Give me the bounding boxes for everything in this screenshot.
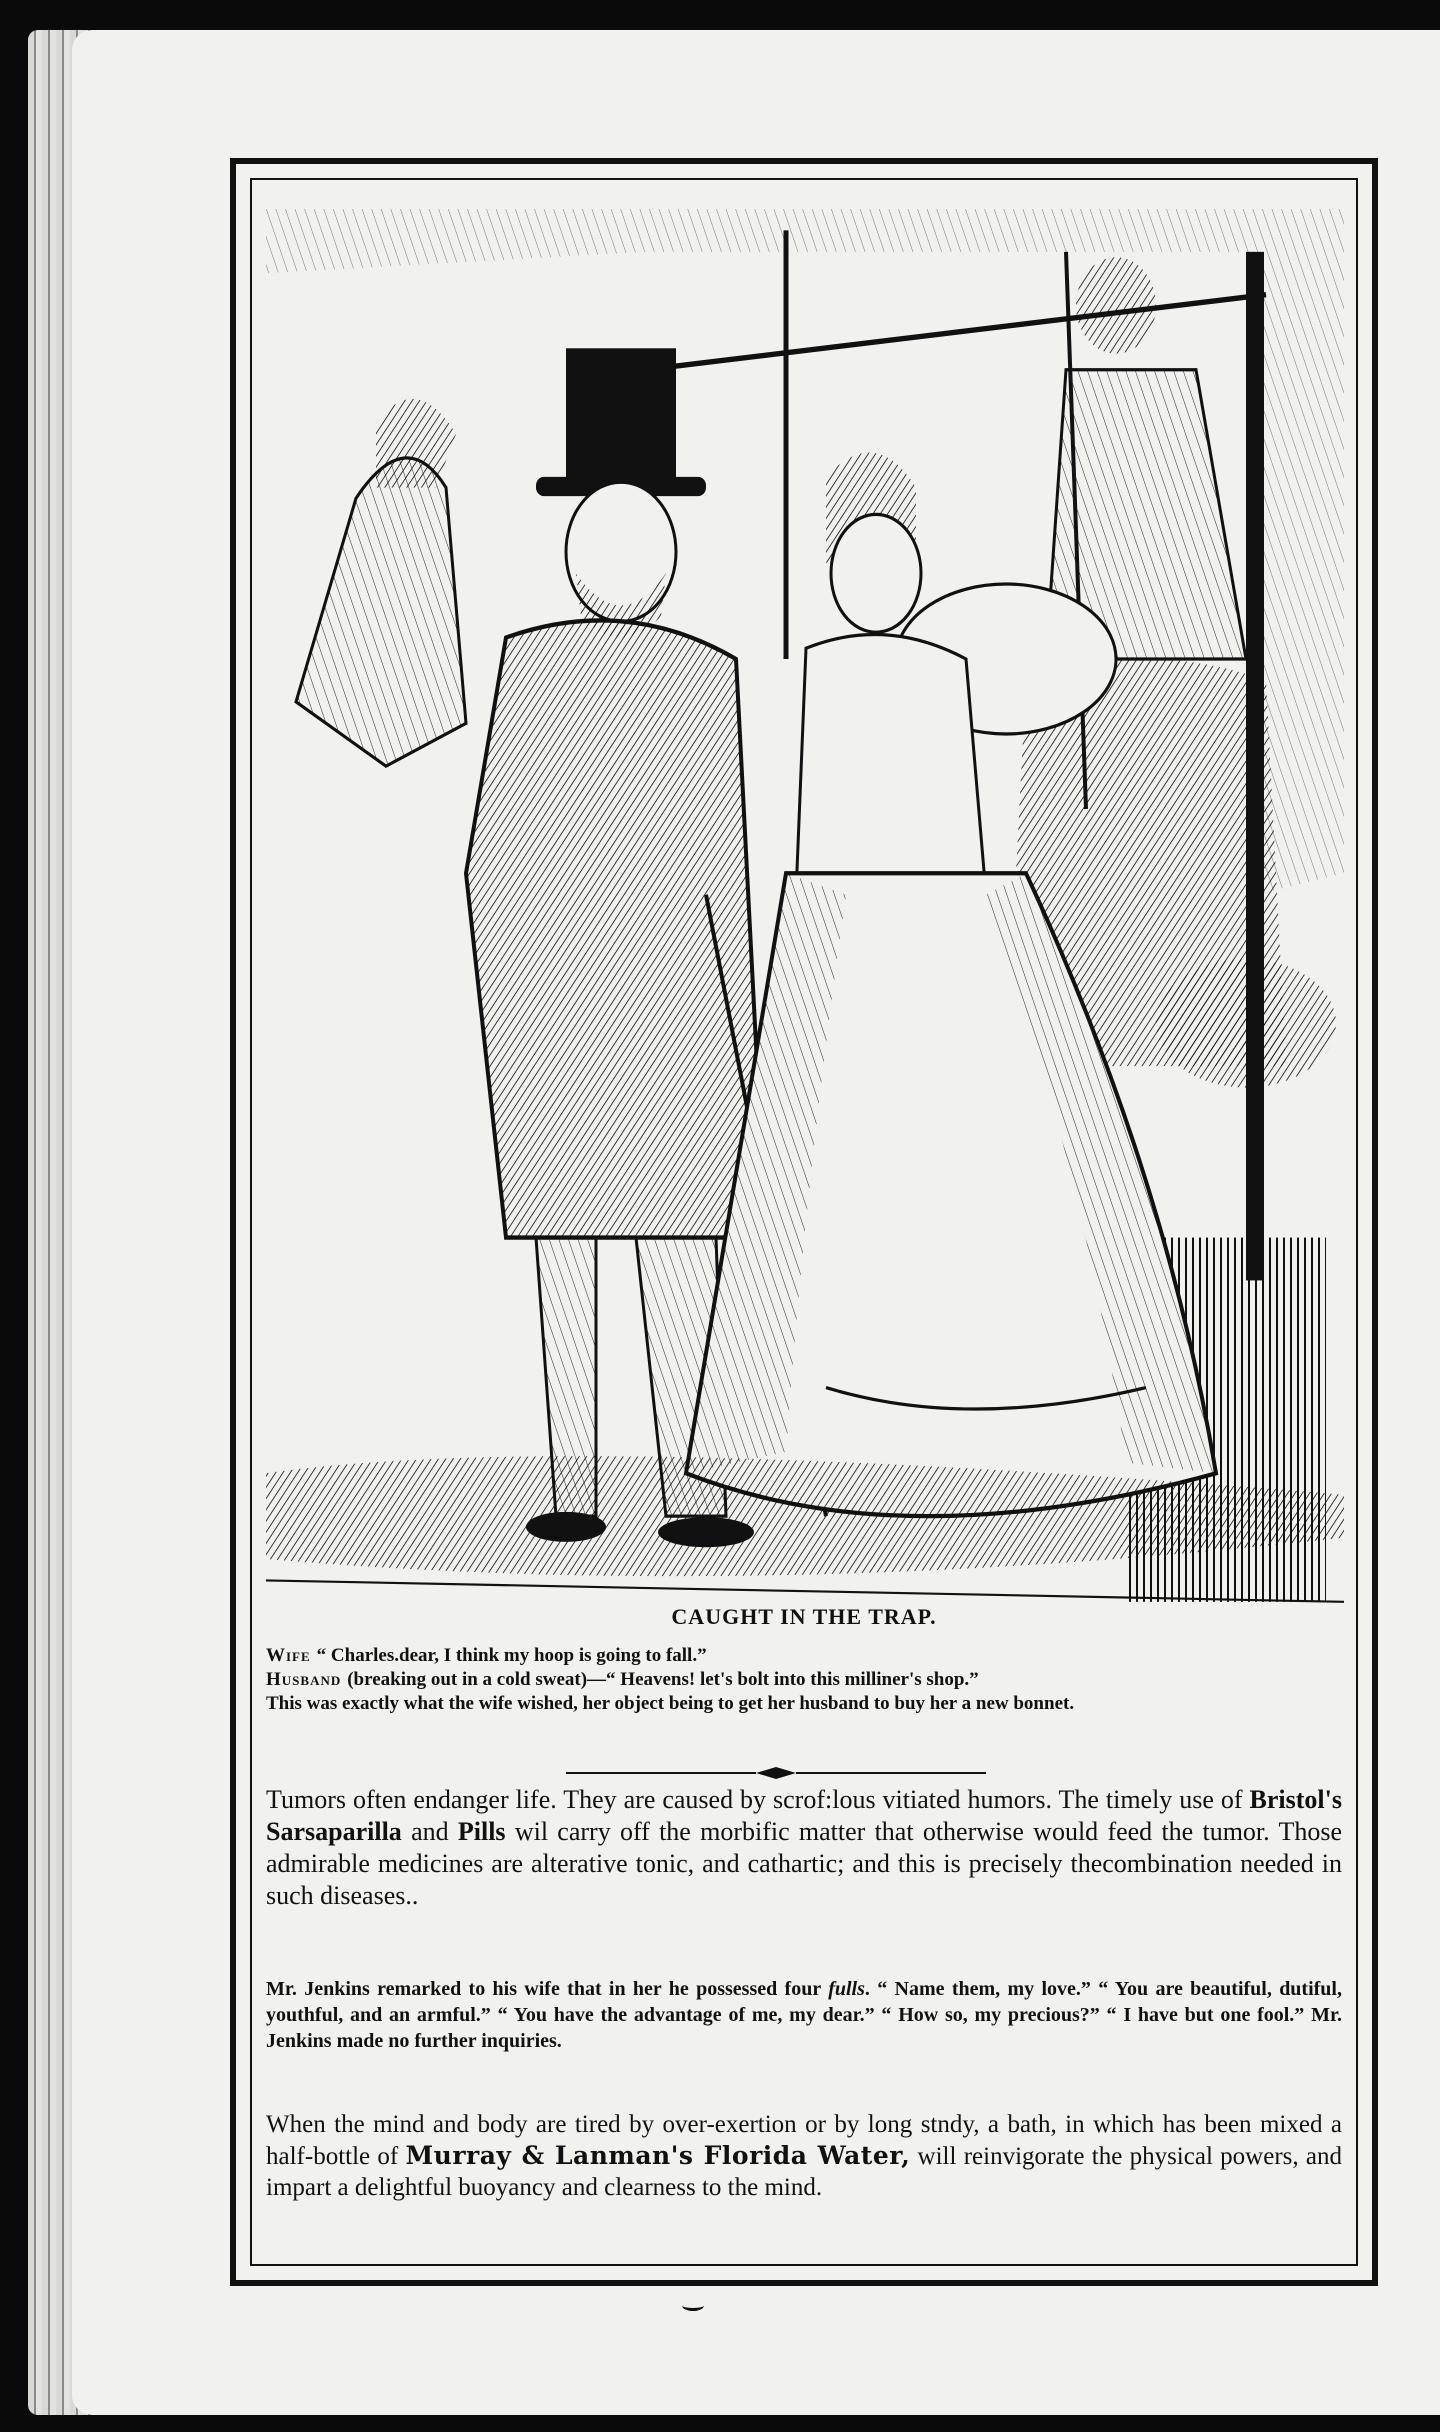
wife-line — [266, 1644, 1342, 1668]
jenkins-fulls: fulls — [828, 1978, 865, 2000]
cartoon-dialogue — [266, 1644, 1342, 1716]
sarsaparilla-ad — [266, 1784, 1342, 1912]
engraving-illustration — [266, 209, 1344, 1709]
speaker-husband: Husband — [266, 1669, 342, 1690]
sarsaparilla-intro: Tumors often endanger life. They are caused by scrof:lous vitiated humors. The timely use of — [266, 1785, 1250, 1814]
advertisement-frame — [230, 158, 1378, 2286]
husband-quote: (breaking out in a cold sweat)—“ Heavens! let's bolt into this milliner's shop.” — [347, 1669, 979, 1690]
couple-engraving — [266, 209, 1344, 1709]
husband-line — [266, 1668, 1342, 1692]
florida-brand: Murray & Lanman's Florida Water, — [405, 2141, 911, 2170]
sarsaparilla-product: Bristol's Sarsaparilla — [266, 1785, 1342, 1846]
book-page — [72, 30, 1440, 2415]
cartoon-caption: This was exactly what the wife wished, her object being to get her husband to buy her a new bonnet. — [266, 1693, 1075, 1714]
jenkins-anecdote — [266, 1976, 1342, 2054]
florida-text-end: will reinvigorate the physical powers, and impart a delightful buoyancy and clearness to the mind. — [266, 2143, 1342, 2201]
jenkins-text-end: . “ Name them, my love.” “ You are beautiful, dutiful, youthful, and an armful.” “ You have the advantage of me, my dear.” “ How so, my precious?” “ I have but one fool.” Mr. Jenkins made no further inquiries. — [266, 1978, 1342, 2052]
sarsaparilla-pills: Pills — [457, 1817, 506, 1846]
cartoon-title: CAUGHT IN THE TRAP. — [671, 1604, 937, 1629]
florida-text-start: When the mind and body are tired by over-exertion or by long stndy, a bath, in which has been mixed a half-bottle of — [266, 2111, 1342, 2170]
sarsaparilla-body: wil carry off the morbific matter that otherwise would feed the tumor. Those admirable medicines are alterative tonic, and cathartic; and this is precisely thecombination needed in such diseases.. — [266, 1817, 1342, 1910]
speaker-wife: Wife — [266, 1645, 311, 1666]
ornamental-divider — [566, 1766, 986, 1780]
page-mark — [682, 2300, 704, 2311]
florida-water-ad — [266, 2109, 1342, 2203]
wife-quote: “ Charles.dear, I think my hoop is going to fall.” — [316, 1645, 707, 1666]
jenkins-text-start: Mr. Jenkins remarked to his wife that in her he possessed four — [266, 1978, 829, 2000]
sarsaparilla-and: and — [401, 1817, 458, 1846]
